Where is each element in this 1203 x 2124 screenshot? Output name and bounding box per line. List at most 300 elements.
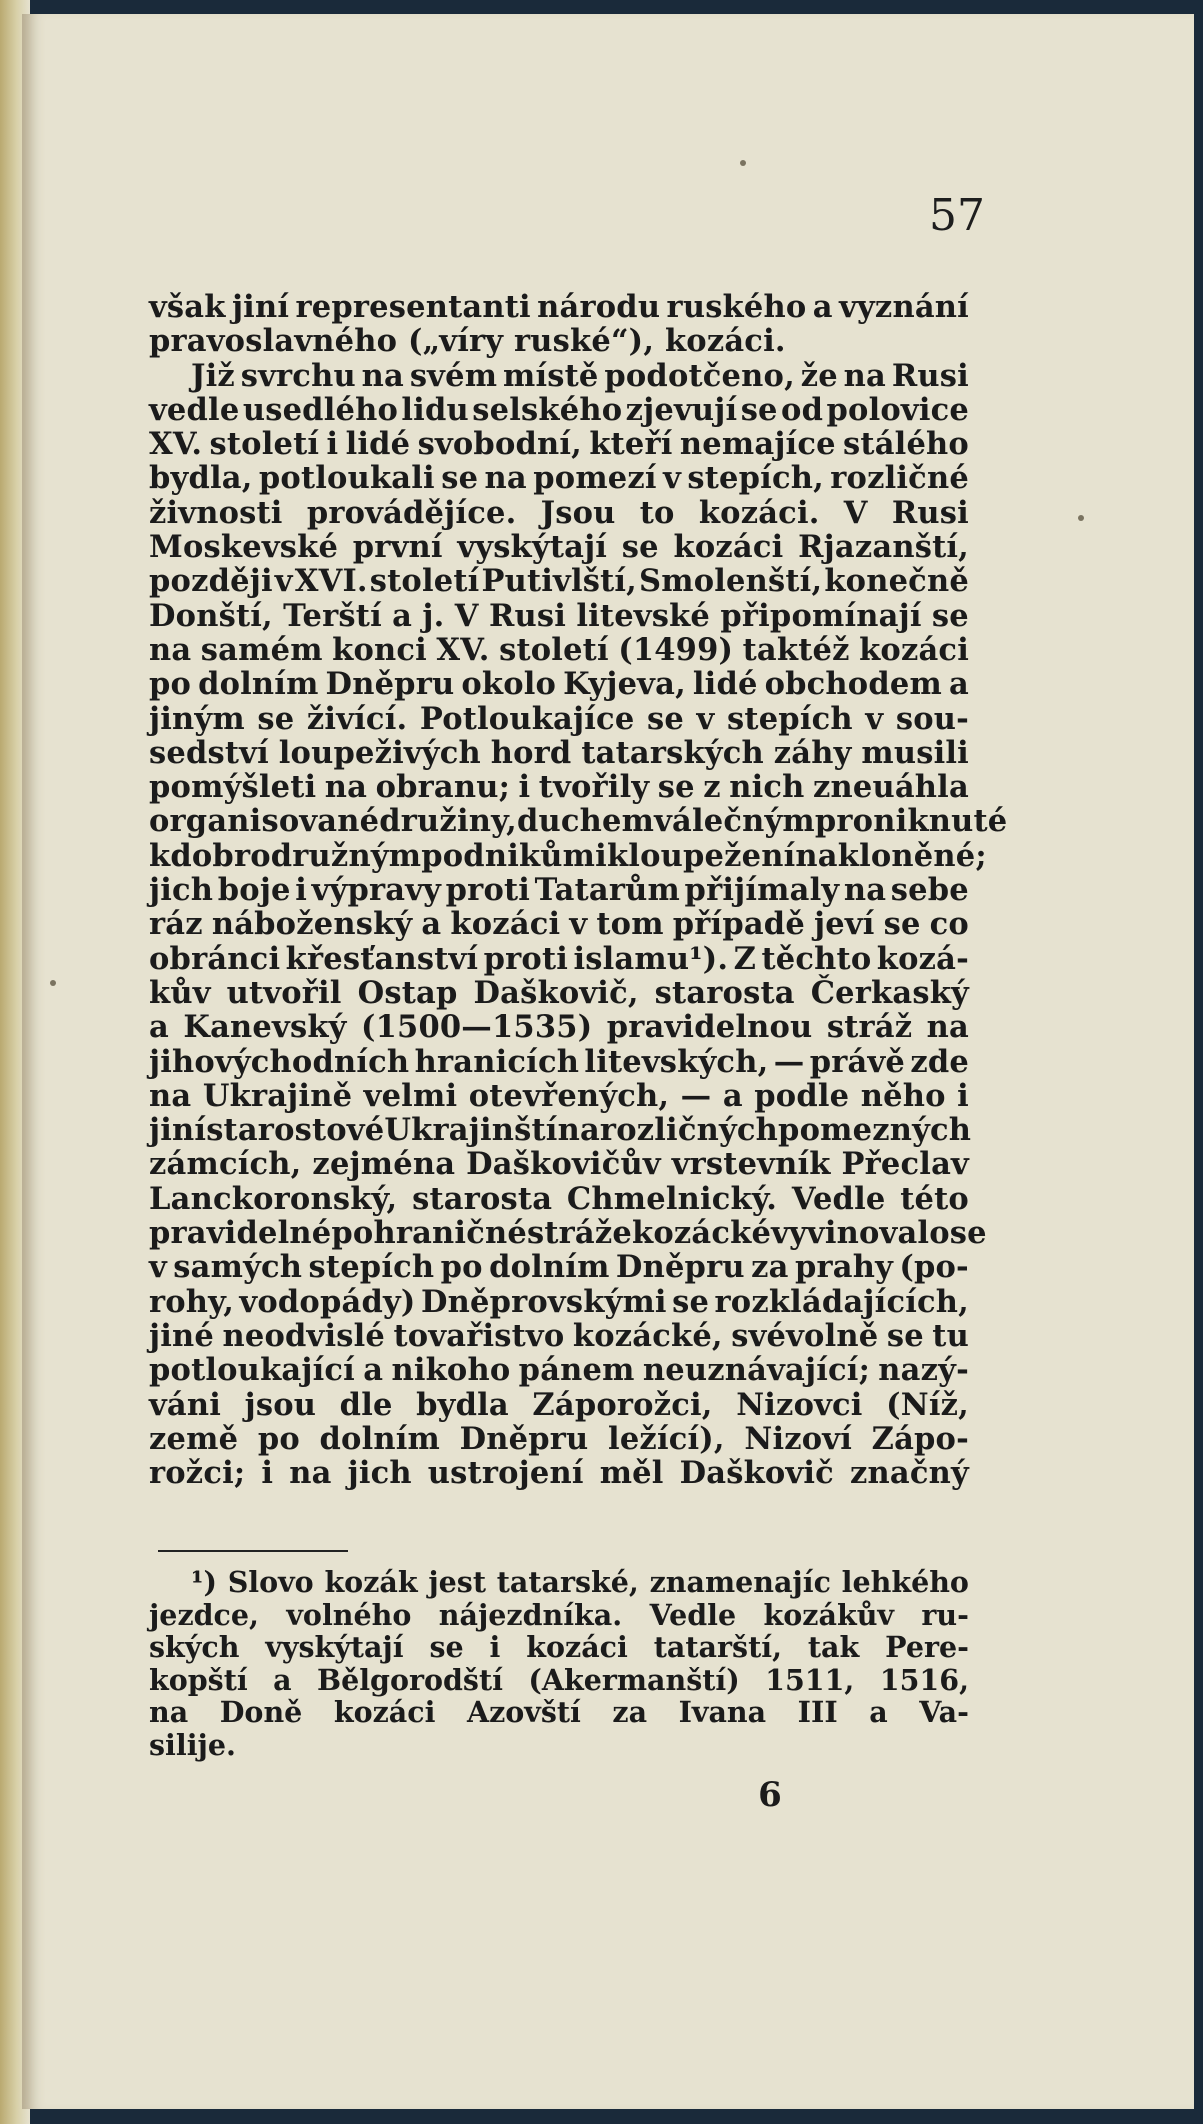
word: této [900,1180,969,1217]
word: jich [347,1455,412,1492]
body-line [149,942,969,976]
word: století [499,631,609,668]
word: Čerkaský [810,974,969,1011]
word: svobodní, [417,426,583,463]
word: organisované [149,803,380,840]
word: XVI. [294,563,368,600]
word: lidé [692,666,758,703]
word: kozáci [859,631,969,668]
word: musili [861,734,969,771]
body-line [149,736,969,770]
word: taktéž [742,631,850,668]
word: místě [503,357,599,394]
word: živnosti [149,494,283,531]
word: tvořily [538,769,650,806]
body-line [149,1010,969,1044]
word: jich [149,872,214,909]
word: podotčeno, [604,357,795,394]
word: litevských, [584,1043,769,1080]
word: Putivlští, [481,563,637,600]
footnote-line [149,1599,969,1632]
word: zneuáhla [812,769,969,806]
word: těchto [761,940,872,977]
word: dolním [198,666,319,703]
word: duchem [516,803,655,840]
word: starosta [654,974,795,1011]
word: proti [445,872,531,909]
word: usedlého [242,391,399,428]
word: kozákův [763,1597,894,1632]
word: jiné [149,1317,215,1354]
word: Rusi [891,494,969,531]
word: Lanckoronský, [149,1180,398,1217]
body-line [149,461,969,495]
word: provádějíce. [306,494,517,531]
word: v [696,700,715,737]
word: V [843,494,868,531]
word: právě [809,1043,906,1080]
paper-speck [1078,515,1084,521]
word: na [484,460,527,497]
word: na [557,1112,600,1149]
word: samém [200,631,323,668]
word: tu [932,1317,969,1354]
word: zjevují [625,391,738,428]
body-line: pravoslavného („víry ruské“), kozáci. [149,323,786,360]
word: tak [807,1630,860,1664]
word: a [948,666,969,703]
word: starostové [206,1112,385,1149]
word: bydla, [149,460,253,497]
word: tovařistvo [393,1317,565,1354]
word: znamenajíc [649,1565,831,1599]
word: jest [428,1565,486,1599]
word: družiny, [379,803,517,840]
footnote-line: silije. [149,1727,236,1762]
word: i [295,872,308,909]
word: k [149,837,171,874]
word: representanti [295,289,531,325]
word: podle [754,1077,850,1114]
word: výpravy [311,872,442,909]
body-line [149,530,969,564]
body-line [149,1353,969,1387]
word: tatarští, [653,1630,782,1664]
word: starosta [412,1180,553,1217]
word: Dněpru [615,1249,745,1286]
word: kův [149,974,211,1011]
word: a [273,1662,292,1697]
word: v [865,700,884,737]
word: Va- [919,1695,969,1729]
word: Dněprovskými [420,1283,667,1320]
word: dle [339,1386,393,1423]
word: něho [860,1077,946,1114]
word: připomínají [720,597,922,634]
word: rozličné [830,460,969,497]
word: že [800,357,838,394]
body-line [149,564,969,598]
word: Doně [219,1695,303,1729]
word: III [797,1695,838,1729]
word: i [595,837,607,874]
word: stráže [526,1215,632,1252]
word: otevřených, [468,1077,670,1114]
body-line [149,1147,969,1181]
word: svrchu [240,357,356,394]
word: měl [599,1455,664,1492]
word: dobrodružným [170,837,422,874]
word: to [639,494,675,531]
body-line [149,1422,969,1456]
word: proniknuté [814,803,1008,840]
word: Vedle [791,1180,886,1217]
word: však [149,289,226,325]
body-line [149,290,969,324]
word: nich [729,769,805,806]
word: Daškovičův [466,1146,661,1183]
word: jeví [813,906,875,943]
word: co [929,906,969,943]
word: v [149,1249,167,1286]
word: Kyjeva, [563,666,686,703]
word: svévolně [731,1317,879,1354]
body-line [149,1388,969,1422]
signature-mark: 6 [758,1775,782,1815]
word: Terští [283,597,382,634]
word: ležící), [608,1420,725,1457]
word: rozličných [599,1112,779,1149]
word: (Akermanští) [528,1662,740,1697]
footnote-line [149,1566,969,1599]
word: potloukající [149,1352,355,1389]
word: vodopády) [239,1283,416,1320]
word: Moskevské [149,529,339,566]
word: jiní [231,289,290,325]
word: v [663,460,682,497]
word: ráz [149,906,203,943]
body-line [149,1250,969,1284]
body-line [149,702,969,736]
word: vyvinovalo [771,1215,950,1252]
word: islamu¹). [573,940,729,977]
word: století [369,563,480,600]
word: tom [596,906,664,943]
word: na [149,1077,192,1114]
word: a [812,289,833,325]
word: (po- [899,1249,969,1286]
word: nazý- [878,1352,969,1389]
word: se [257,700,295,737]
main-text-block [149,289,1008,1492]
word: loupeživých [278,734,481,771]
word: a [869,1695,888,1729]
word: na [843,357,886,394]
word: z [703,769,721,806]
word: sebe [890,872,969,909]
word: pánem [518,1352,635,1389]
word: země [149,1420,239,1457]
word: kozáci [526,1630,628,1664]
word: na [289,1455,332,1492]
body-line [149,1319,969,1353]
word: obránci [149,940,281,977]
word: ských [149,1630,240,1664]
word: lidé [345,426,411,463]
word: a [392,597,413,634]
word: lehkého [841,1565,969,1599]
word: záhy [773,734,852,771]
word: na [324,769,368,806]
word: Daškovič, [473,974,639,1011]
word: boje [217,872,291,909]
paper-speck [50,980,56,986]
word: jsou [244,1386,317,1423]
word: Smolenští, [639,563,823,600]
word: se [646,700,684,737]
word: ru- [921,1597,969,1632]
word: značný [849,1455,969,1492]
word: kozáci [333,1695,436,1729]
word: sedství [149,734,269,771]
body-line [149,770,969,804]
word: podnikům [421,837,596,874]
word: po [440,1249,483,1286]
word: okolo [461,666,557,703]
word: selského [472,391,623,428]
word: Nizoví [744,1420,852,1457]
word: přijímaly [684,872,840,909]
footnote-line [149,1696,969,1729]
word: tatarských [581,734,764,771]
word: zejména [312,1146,456,1183]
word: (Níž, [886,1386,969,1423]
body-line [149,1456,969,1490]
body-line [149,837,987,874]
word: Rjazanští, [798,529,969,566]
word: Tatarům [534,872,680,909]
word: k [606,837,629,874]
word: kozáci [673,529,784,566]
word: stráž [826,1009,913,1046]
body-line [149,803,1008,840]
body-line [149,427,969,461]
word: V [454,597,479,634]
word: na [149,631,192,668]
word: konci [332,631,427,668]
word: Chmelnický. [566,1180,778,1217]
word: lidu [401,391,469,428]
word: se [621,529,659,566]
word: Ivana [678,1695,767,1729]
body-line [149,1182,969,1216]
word: stepích, [687,460,824,497]
word: rožci; [149,1455,246,1492]
word: jezdce, [149,1597,259,1632]
word: polovice [826,391,969,428]
word: první [352,529,443,566]
body-line [149,1045,969,1079]
body-line [149,976,969,1010]
word: a [363,1352,384,1389]
footnote-block [149,1566,969,1761]
word: Ukrajinští [384,1112,558,1149]
word: dolním [319,1420,440,1457]
word: i [518,769,531,806]
word: v [569,906,588,943]
word: Kanevský [183,1009,347,1046]
word: — [773,1043,805,1080]
word: se [657,769,695,806]
word: XV. [149,426,203,463]
word: (1499) [618,631,734,668]
word: pomezí [533,460,657,497]
word: obranu; [375,769,511,806]
word: Zápo- [871,1420,969,1457]
word: po [257,1420,300,1457]
word: Pere- [885,1630,969,1664]
word: vyskýtají [457,529,608,566]
word: se [886,1317,924,1354]
word: po [149,666,192,703]
word: utvořil [226,974,342,1011]
word: století [209,426,320,463]
word: pravidelné [149,1215,332,1252]
word: ustrojení [427,1455,584,1492]
word: kozáci [450,906,561,943]
word: hranicích [414,1043,580,1080]
word: případě [672,906,805,943]
word: za [751,1249,789,1286]
word: a [149,1009,169,1046]
word: ruského [666,289,807,325]
word: na [926,1009,969,1046]
footnote-line [149,1664,969,1697]
word: velmi [363,1077,458,1114]
word: ¹) [191,1565,217,1599]
word: i [957,1077,969,1114]
word: Nizovci [736,1386,863,1423]
body-line [149,1079,969,1113]
word: vedle [149,391,240,428]
word: kozácké [632,1215,772,1252]
word: obchodem [764,666,942,703]
footnote-separator [158,1550,348,1552]
word: j. [422,597,445,634]
body-line [149,599,969,633]
word: Z [733,940,757,977]
word: pohraničné [331,1215,527,1252]
body-line [149,667,969,701]
word: stepích [727,700,853,737]
word: Ostap [357,974,458,1011]
word: proti [483,940,569,977]
word: za [612,1695,648,1729]
body-line [149,1112,972,1149]
page-number: 57 [929,190,985,241]
word: bydla [416,1386,509,1423]
word: vrstevník [671,1146,831,1183]
word: potloukali [258,460,435,497]
word: Ukrajině [202,1077,353,1114]
word: Přeclav [841,1146,969,1183]
word: stálého [843,426,969,463]
word: svém [409,357,498,394]
word: od [781,391,824,428]
word: Dněpru [459,1420,589,1457]
word: se [441,460,479,497]
word: Vedle [649,1597,737,1632]
word: litevské [576,597,711,634]
word: kozácké, [572,1317,723,1354]
word: váni [149,1386,222,1423]
word: Rusi [891,357,969,394]
word: pomýšleti [149,769,317,806]
word: Potloukajíce [419,700,635,737]
word: Donští, [149,597,273,634]
word: vyznání [839,289,969,325]
word: 1511, [765,1662,855,1697]
word: Rusi [488,597,567,634]
word: na [149,1695,189,1729]
word: neodvislé [222,1317,386,1354]
word: válečným [654,803,815,840]
word: Dněpru [325,666,455,703]
word: později [149,563,273,600]
body-line [149,496,969,530]
word: Bělgorodští [316,1662,503,1697]
word: kozák [324,1565,418,1599]
body-line [149,393,969,427]
word: se [883,906,921,943]
word: dolním [489,1249,610,1286]
word: se [949,1215,987,1252]
word: hord [490,734,572,771]
word: křesťanství [285,940,479,977]
word: sou- [895,700,969,737]
body-line [149,633,969,667]
word: na [361,357,404,394]
word: neuznávající; [642,1352,871,1389]
word: Slovo [227,1565,314,1599]
word: tatarské, [496,1565,639,1599]
word: pravidelnou [606,1009,813,1046]
word: jihovýchodních [149,1043,410,1080]
body-line [149,1215,987,1252]
word: zde [910,1043,969,1080]
word: stepích [308,1249,435,1286]
word: prahy [794,1249,893,1286]
word: a [722,1077,743,1114]
word: volného [286,1597,412,1632]
word: vyskýtají [265,1630,404,1664]
word: národu [537,289,661,325]
word: na [843,872,887,909]
body-line [149,1285,969,1319]
body-line [149,359,969,393]
paper-speck [740,160,746,166]
word: konečně [824,563,969,600]
word: se [931,597,969,634]
word: náboženský [211,906,413,943]
word: kopští [149,1662,248,1697]
word: loupežení [628,837,796,874]
word: Záporožci, [532,1386,713,1423]
word: kteří [589,426,673,463]
word: jiní [149,1112,207,1149]
word: samých [173,1249,303,1286]
word: živící. [306,700,408,737]
